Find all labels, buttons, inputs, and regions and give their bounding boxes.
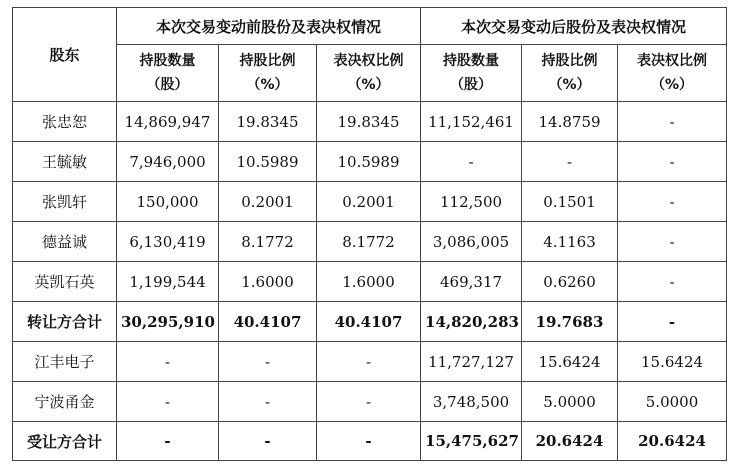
cell-before-shares: 6,130,419 xyxy=(117,222,219,262)
cell-before-shares: - xyxy=(117,382,219,422)
cell-after-shares: 11,727,127 xyxy=(421,342,522,382)
header-label-line1: 表决权比例 xyxy=(637,53,708,69)
header-before-group: 本次交易变动前股份及表决权情况 xyxy=(117,8,421,45)
cell-after-ratio: 0.1501 xyxy=(522,182,618,222)
cell-before-ratio: 0.2001 xyxy=(219,182,317,222)
cell-before-shares: 30,295,910 xyxy=(117,302,219,342)
shareholder-name: 张凯轩 xyxy=(13,182,117,222)
cell-after-ratio: 19.7683 xyxy=(522,302,618,342)
cell-before-ratio: 19.8345 xyxy=(219,102,317,142)
table-row xyxy=(13,382,727,422)
shareholder-name: 江丰电子 xyxy=(13,342,117,382)
cell-after-ratio: 15.6424 xyxy=(522,342,618,382)
header-after-ratio xyxy=(522,45,618,102)
cell-before-vote: 8.1772 xyxy=(317,222,421,262)
cell-after-vote: - xyxy=(618,142,727,182)
cell-before-shares: 150,000 xyxy=(117,182,219,222)
cell-after-shares: 15,475,627 xyxy=(421,422,522,461)
cell-before-shares: 14,869,947 xyxy=(117,102,219,142)
cell-after-ratio: - xyxy=(522,142,618,182)
cell-after-ratio: 14.8759 xyxy=(522,102,618,142)
header-label-line2: （%） xyxy=(246,77,289,93)
header-before-shares xyxy=(117,45,219,102)
cell-before-vote: 1.6000 xyxy=(317,262,421,302)
cell-before-ratio: - xyxy=(219,342,317,382)
cell-before-ratio: 8.1772 xyxy=(219,222,317,262)
cell-after-shares: 112,500 xyxy=(421,182,522,222)
cell-before-vote: 19.8345 xyxy=(317,102,421,142)
header-label-line2: （%） xyxy=(651,77,694,93)
cell-before-vote: - xyxy=(317,382,421,422)
transferor-total-row xyxy=(13,302,727,342)
cell-before-shares: 7,946,000 xyxy=(117,142,219,182)
cell-before-vote: 40.4107 xyxy=(317,302,421,342)
cell-before-ratio: 1.6000 xyxy=(219,262,317,302)
cell-after-shares: 11,152,461 xyxy=(421,102,522,142)
table-row xyxy=(13,262,727,302)
header-label-line1: 持股比例 xyxy=(541,53,598,69)
cell-before-vote: - xyxy=(317,422,421,461)
cell-before-ratio: 40.4107 xyxy=(219,302,317,342)
cell-after-shares: 14,820,283 xyxy=(421,302,522,342)
cell-before-shares: - xyxy=(117,422,219,461)
table-row xyxy=(13,182,727,222)
cell-after-vote: - xyxy=(618,182,727,222)
cell-before-vote: 10.5989 xyxy=(317,142,421,182)
header-label-line1: 持股数量 xyxy=(443,53,500,69)
cell-before-ratio: 10.5989 xyxy=(219,142,317,182)
shareholder-name: 宁波甬金 xyxy=(13,382,117,422)
header-after-vote xyxy=(618,45,727,102)
cell-before-vote: - xyxy=(317,342,421,382)
table-row xyxy=(13,142,727,182)
cell-after-shares: 3,086,005 xyxy=(421,222,522,262)
header-label-line1: 持股数量 xyxy=(139,53,196,69)
cell-after-ratio: 5.0000 xyxy=(522,382,618,422)
cell-after-ratio: 4.1163 xyxy=(522,222,618,262)
header-label-line2: （股） xyxy=(146,77,189,93)
cell-before-shares: - xyxy=(117,342,219,382)
header-shareholder: 股东 xyxy=(13,8,117,102)
header-after-shares xyxy=(421,45,522,102)
cell-after-shares: 3,748,500 xyxy=(421,382,522,422)
cell-after-vote: 15.6424 xyxy=(618,342,727,382)
shareholder-name: 张忠恕 xyxy=(13,102,117,142)
cell-after-ratio: 20.6424 xyxy=(522,422,618,461)
header-before-vote xyxy=(317,45,421,102)
cell-after-vote: - xyxy=(618,222,727,262)
cell-after-vote: - xyxy=(618,102,727,142)
header-label-line1: 表决权比例 xyxy=(333,53,404,69)
header-label-line2: （%） xyxy=(548,77,591,93)
cell-after-vote: 5.0000 xyxy=(618,382,727,422)
cell-before-vote: 0.2001 xyxy=(317,182,421,222)
cell-after-vote: - xyxy=(618,302,727,342)
header-before-ratio xyxy=(219,45,317,102)
shareholder-name: 受让方合计 xyxy=(13,422,117,461)
cell-after-vote: - xyxy=(618,262,727,302)
header-label-line2: （股） xyxy=(450,77,493,93)
cell-after-shares: 469,317 xyxy=(421,262,522,302)
transferee-total-row xyxy=(13,422,727,461)
cell-before-ratio: - xyxy=(219,382,317,422)
header-label-line1: 持股比例 xyxy=(239,53,296,69)
cell-after-ratio: 0.6260 xyxy=(522,262,618,302)
cell-before-ratio: - xyxy=(219,422,317,461)
cell-after-vote: 20.6424 xyxy=(618,422,727,461)
shareholding-table xyxy=(12,7,727,461)
shareholder-name: 德益诚 xyxy=(13,222,117,262)
shareholder-name: 英凯石英 xyxy=(13,262,117,302)
header-label-line2: （%） xyxy=(347,77,390,93)
table-row xyxy=(13,222,727,262)
cell-after-shares: - xyxy=(421,142,522,182)
shareholder-name: 王毓敏 xyxy=(13,142,117,182)
table-row xyxy=(13,102,727,142)
header-after-group: 本次交易变动后股份及表决权情况 xyxy=(421,8,727,45)
cell-before-shares: 1,199,544 xyxy=(117,262,219,302)
table-row xyxy=(13,342,727,382)
shareholder-name: 转让方合计 xyxy=(13,302,117,342)
